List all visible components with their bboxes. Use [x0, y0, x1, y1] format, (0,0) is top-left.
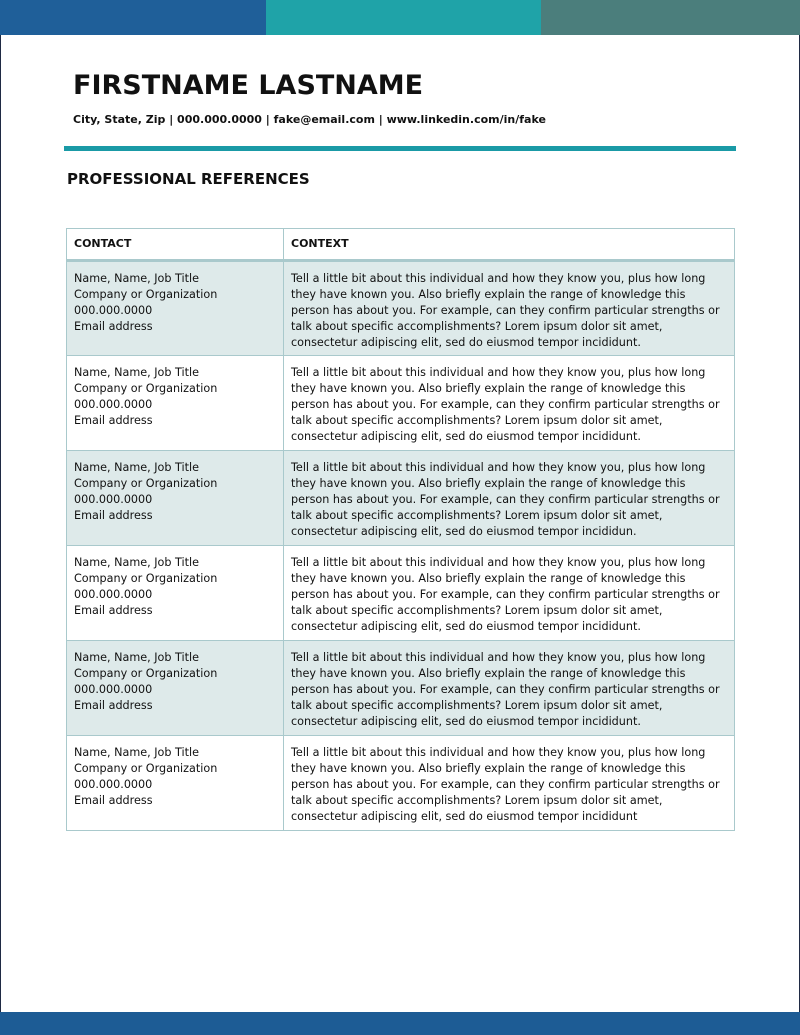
reference-phone: 000.000.0000 — [74, 778, 153, 791]
column-header-context: CONTEXT — [284, 229, 735, 261]
context-cell: Tell a little bit about this individual and how they know you, plus how long they have known you. Also briefly explain the range of knowledge this person has about you. For example, can they confirm particular strengths or talk about specific accomplishments? Lorem ipsum dolor sit amet, consectetur adipiscing elit, sed do eiusmod tempor incididunt — [284, 736, 735, 831]
reference-email: Email address — [74, 604, 153, 617]
reference-email: Email address — [74, 320, 153, 333]
context-cell: Tell a little bit about this individual and how they know you, plus how long they have known you. Also briefly explain the range of knowledge this person has about you. For example, can they confirm particular strengths or talk about specific accomplishments? Lorem ipsum dolor sit amet, consectetur adipiscing elit, sed do eiusmod tempor incididunt. — [284, 641, 735, 736]
reference-name: Name, Name, Job Title — [74, 461, 200, 474]
reference-company: Company or Organization — [74, 667, 218, 680]
header-divider-rule — [64, 146, 736, 151]
references-table — [66, 228, 735, 831]
top-color-bar — [0, 0, 800, 35]
reference-name: Name, Name, Job Title — [74, 556, 200, 569]
reference-email: Email address — [74, 414, 153, 427]
reference-phone: 000.000.0000 — [74, 398, 153, 411]
reference-name: Name, Name, Job Title — [74, 651, 200, 664]
reference-phone: 000.000.0000 — [74, 493, 153, 506]
reference-company: Company or Organization — [74, 477, 218, 490]
reference-company: Company or Organization — [74, 288, 218, 301]
table-row — [67, 261, 735, 356]
reference-phone: 000.000.0000 — [74, 588, 153, 601]
reference-name: Name, Name, Job Title — [74, 272, 200, 285]
top-bar-blue-segment — [0, 0, 266, 35]
reference-name: Name, Name, Job Title — [74, 746, 200, 759]
column-header-contact: CONTACT — [67, 229, 284, 261]
reference-name: Name, Name, Job Title — [74, 366, 200, 379]
reference-email: Email address — [74, 699, 153, 712]
context-cell: Tell a little bit about this individual and how they know you, plus how long they have known you. Also briefly explain the range of knowledge this person has about you. For example, can they confirm particular strengths or talk about specific accomplishments? Lorem ipsum dolor sit amet, consectetur adipiscing elit, sed do eiusmod tempor incididunt. — [284, 546, 735, 641]
contact-cell — [67, 356, 284, 451]
reference-company: Company or Organization — [74, 762, 218, 775]
reference-phone: 000.000.0000 — [74, 683, 153, 696]
reference-email: Email address — [74, 794, 153, 807]
contact-cell — [67, 546, 284, 641]
reference-phone: 000.000.0000 — [74, 304, 153, 317]
table-row — [67, 641, 735, 736]
table-header-row — [67, 229, 735, 261]
bottom-color-bar — [0, 1012, 800, 1035]
table-row — [67, 356, 735, 451]
table-row — [67, 736, 735, 831]
top-bar-teal-segment — [266, 0, 541, 35]
contact-cell — [67, 641, 284, 736]
resume-name: FIRSTNAME LASTNAME — [73, 70, 424, 101]
table-row — [67, 451, 735, 546]
reference-company: Company or Organization — [74, 572, 218, 585]
contact-cell — [67, 261, 284, 356]
context-cell: Tell a little bit about this individual and how they know you, plus how long they have known you. Also briefly explain the range of knowledge this person has about you. For example, can they confirm particular strengths or talk about specific accomplishments? Lorem ipsum dolor sit amet, consectetur adipiscing elit, sed do eiusmod tempor incididunt. — [284, 356, 735, 451]
reference-email: Email address — [74, 509, 153, 522]
reference-company: Company or Organization — [74, 382, 218, 395]
context-cell: Tell a little bit about this individual and how they know you, plus how long they have known you. Also briefly explain the range of knowledge this person has about you. For example, can they confirm particular strengths or talk about specific accomplishments? Lorem ipsum dolor sit amet, consectetur adipiscing elit, sed do eiusmod tempor incididun. — [284, 451, 735, 546]
table-row — [67, 546, 735, 641]
contact-cell — [67, 736, 284, 831]
contact-cell — [67, 451, 284, 546]
context-cell: Tell a little bit about this individual and how they know you, plus how long they have known you. Also briefly explain the range of knowledge this person has about you. For example, can they confirm particular strengths or talk about specific accomplishments? Lorem ipsum dolor sit amet, consectetur adipiscing elit, sed do eiusmod tempor incididunt. — [284, 261, 735, 356]
contact-info-line: City, State, Zip | 000.000.0000 | fake@email.com | www.linkedin.com/in/fake — [73, 113, 546, 126]
top-bar-slate-segment — [541, 0, 800, 35]
section-title: PROFESSIONAL REFERENCES — [67, 170, 310, 188]
